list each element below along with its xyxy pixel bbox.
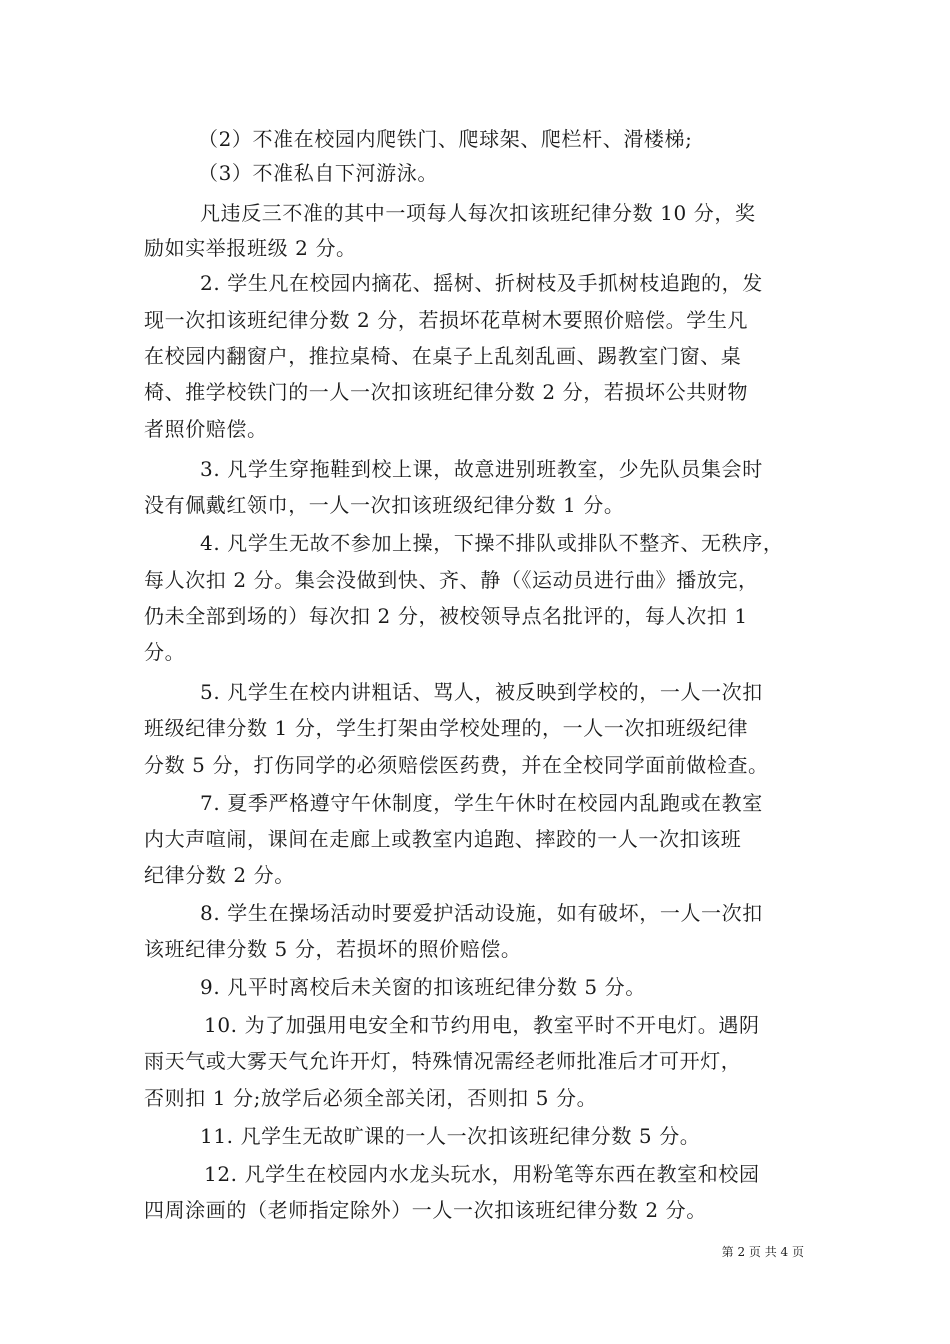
text-line: 现一次扣该班纪律分数 2 分，若损坏花草树木要照价赔偿。学生凡 xyxy=(144,308,749,332)
text-line: 7. 夏季严格遵守午休制度，学生午休时在校园内乱跑或在教室 xyxy=(200,791,763,815)
text-line: 否则扣 1 分;放学后必须全部关闭，否则扣 5 分。 xyxy=(144,1086,598,1110)
text-line: 5. 凡学生在校内讲粗话、骂人，被反映到学校的，一人一次扣 xyxy=(200,680,763,704)
text-line: 4. 凡学生无故不参加上操，下操不排队或排队不整齐、无秩序， xyxy=(200,531,784,555)
text-line: 没有佩戴红领巾，一人一次扣该班级纪律分数 1 分。 xyxy=(144,493,625,517)
text-line: 10. 为了加强用电安全和节约用电，教室平时不开电灯。遇阴 xyxy=(204,1013,760,1037)
text-line: 班级纪律分数 1 分，学生打架由学校处理的，一人一次扣班级纪律 xyxy=(144,716,749,740)
text-line: 仍未全部到场的）每次扣 2 分，被校领导点名批评的，每人次扣 1 xyxy=(144,604,748,628)
text-line: （2）不准在校园内爬铁门、爬球架、爬栏杆、滑楼梯; xyxy=(198,127,693,151)
text-line: 雨天气或大雾天气允许开灯，特殊情况需经老师批准后才可开灯， xyxy=(144,1049,742,1073)
text-line: 内大声喧闹，课间在走廊上或教室内追跑、摔跤的一人一次扣该班 xyxy=(144,827,742,851)
page-indicator: 第 2 页 共 4 页 xyxy=(721,1245,804,1259)
text-line: （3）不准私自下河游泳。 xyxy=(198,161,438,185)
text-line: 2. 学生凡在校园内摘花、摇树、折树枝及手抓树枝追跑的，发 xyxy=(200,271,763,295)
text-line: 8. 学生在操场活动时要爱护活动设施，如有破坏，一人一次扣 xyxy=(200,901,763,925)
text-line: 分。 xyxy=(144,640,186,664)
text-line: 者照价赔偿。 xyxy=(144,417,268,441)
text-line: 四周涂画的（老师指定除外）一人一次扣该班纪律分数 2 分。 xyxy=(144,1198,707,1222)
text-line: 11. 凡学生无故旷课的一人一次扣该班纪律分数 5 分。 xyxy=(200,1124,701,1148)
text-line: 12. 凡学生在校园内水龙头玩水，用粉笔等东西在教室和校园 xyxy=(204,1162,760,1186)
text-line: 3. 凡学生穿拖鞋到校上课，故意进别班教室，少先队员集会时 xyxy=(200,457,763,481)
text-line: 该班纪律分数 5 分，若损坏的照价赔偿。 xyxy=(144,937,522,961)
text-line: 每人次扣 2 分。集会没做到快、齐、静（《运动员进行曲》播放完， xyxy=(144,568,759,592)
text-line: 在校园内翻窗户，推拉桌椅、在桌子上乱刻乱画、踢教室门窗、桌 xyxy=(144,344,742,368)
text-line: 凡违反三不准的其中一项每人每次扣该班纪律分数 10 分，奖 xyxy=(200,201,756,225)
text-line: 分数 5 分，打伤同学的必须赔偿医药费，并在全校同学面前做检查。 xyxy=(144,753,769,777)
text-line: 励如实举报班级 2 分。 xyxy=(144,236,357,260)
text-line: 纪律分数 2 分。 xyxy=(144,863,295,887)
text-line: 椅、推学校铁门的一人一次扣该班纪律分数 2 分，若损坏公共财物 xyxy=(144,380,749,404)
text-line: 9. 凡平时离校后未关窗的扣该班纪律分数 5 分。 xyxy=(200,975,646,999)
